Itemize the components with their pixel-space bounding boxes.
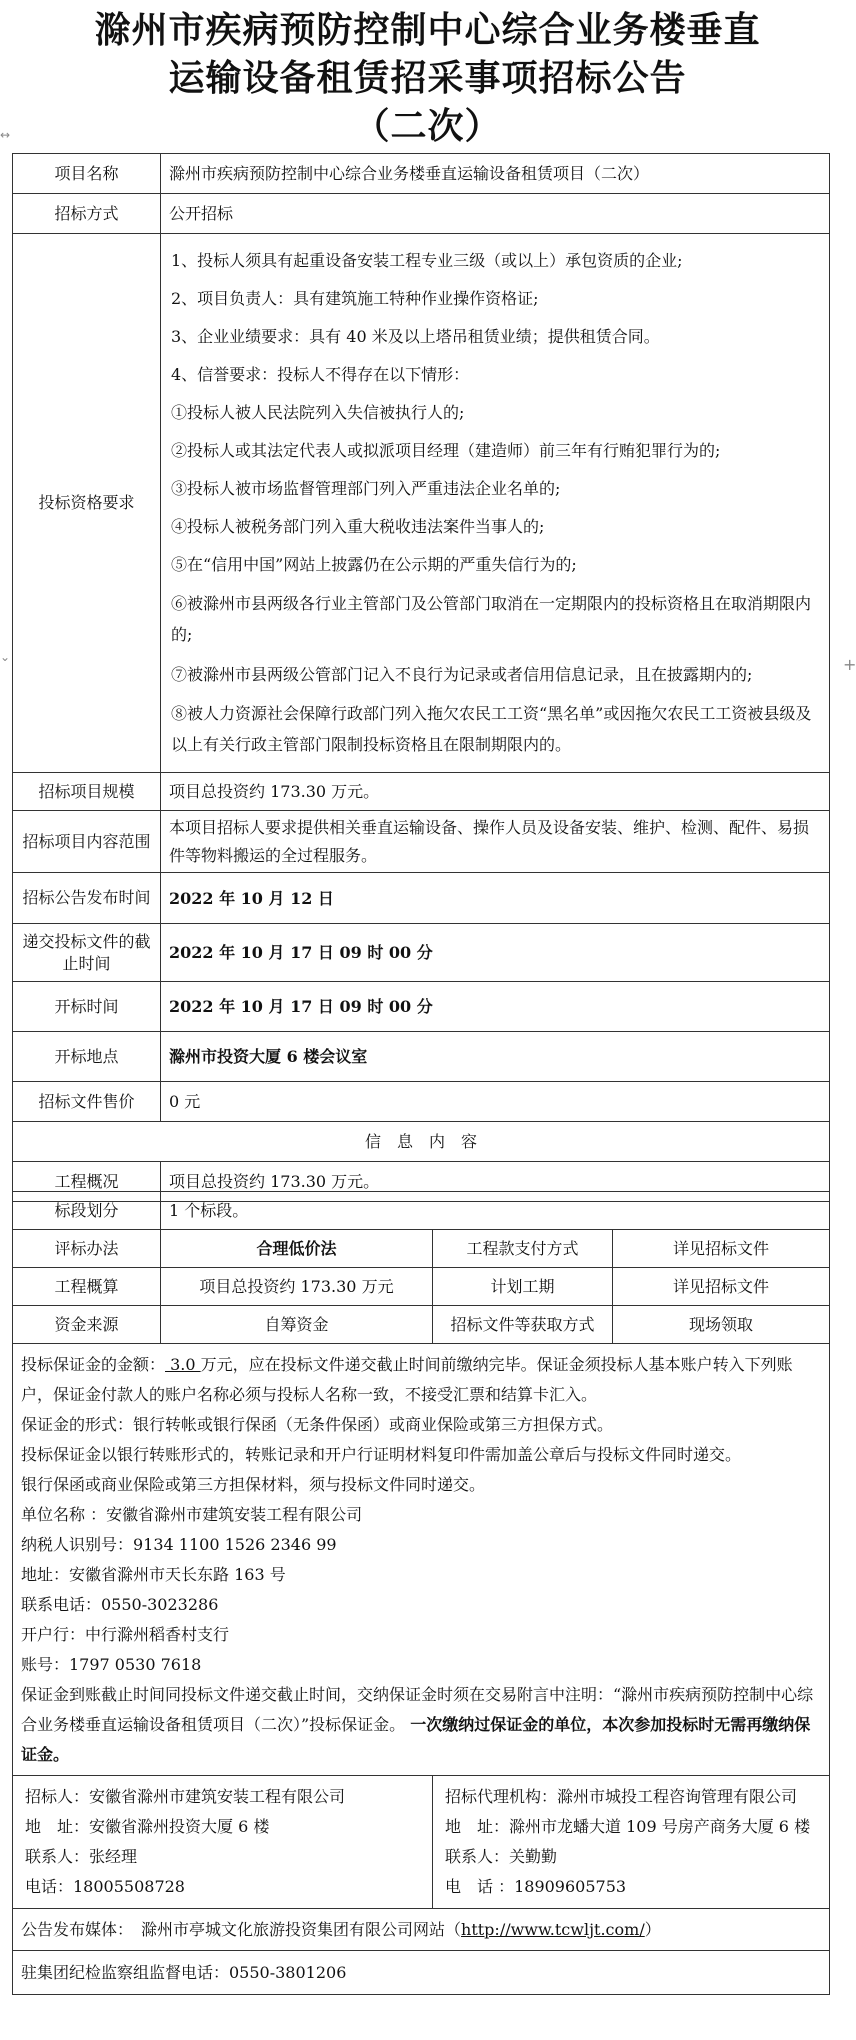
sections-value: 1 个标段。 (161, 1192, 830, 1230)
doc-price-label: 招标文件售价 (13, 1082, 161, 1122)
budget-value: 项目总投资约 173.30 万元 (161, 1268, 433, 1306)
table-row (13, 1032, 830, 1082)
table-row (13, 811, 830, 873)
payment-value: 详见招标文件 (613, 1230, 830, 1268)
table-row (13, 1951, 830, 1995)
tenderer-address: 地 址：安徽省滁州投资大厦 6 楼 (25, 1817, 270, 1836)
table-row (13, 1776, 830, 1909)
open-place-label: 开标地点 (13, 1032, 161, 1082)
list-item: ⑧被人力资源社会保障行政部门列入拖欠农民工工资“黑名单”或因拖欠农民工工资被县级及以上有关行政主管部门限制投标资格且在限制期限内的。 (171, 704, 812, 754)
list-item: ⑤在“信用中国”网站上披露仍在公示期的严重失信行为的; (171, 555, 577, 574)
deadline-value: 2022 年 10 月 17 日 09 时 00 分 (161, 924, 830, 982)
payment-label: 工程款支付方式 (433, 1230, 613, 1268)
fund-value: 自筹资金 (161, 1306, 433, 1344)
bond-line: 联系电话：0550-3023286 (21, 1595, 219, 1614)
title-line-1: 滁州市疾病预防控制中心综合业务楼垂直 (94, 9, 761, 51)
list-item: ⑦被滁州市县两级公管部门记入不良行为记录或者信用信息记录，且在披露期内的; (171, 665, 753, 684)
list-item: ①投标人被人民法院列入失信被执行人的; (171, 403, 465, 422)
bond-line: 银行保函或商业保险或第三方担保材料，须与投标文件同时递交。 (21, 1475, 486, 1494)
agent-contact: 联系人：关勤勤 (445, 1847, 558, 1866)
tenderer-info (13, 1776, 433, 1909)
table-row (13, 982, 830, 1032)
fund-label: 资金来源 (13, 1306, 161, 1344)
table-row (13, 1344, 830, 1776)
publish-date-value: 2022 年 10 月 12 日 (161, 873, 830, 924)
list-item: 1、投标人须具有起重设备安装工程专业三级（或以上）承包资质的企业; (171, 251, 683, 270)
table-row (13, 1909, 830, 1951)
announcement-table-main (12, 153, 830, 1202)
table-row (13, 194, 830, 234)
bond-note (21, 1680, 821, 1770)
scope-label: 招标项目内容范围 (13, 811, 161, 873)
publish-date-label: 招标公告发布时间 (13, 873, 161, 924)
eval-label: 评标办法 (13, 1230, 161, 1268)
open-place-value: 滁州市投资大厦 6 楼会议室 (161, 1032, 830, 1082)
sections-label: 标段划分 (13, 1192, 161, 1230)
bond-amount (21, 1350, 821, 1410)
project-name-label: 项目名称 (13, 154, 161, 194)
period-value: 详见招标文件 (613, 1268, 830, 1306)
supervision-phone: 驻集团纪检监察组监督电话：0550-3801206 (13, 1951, 830, 1995)
table-row (13, 234, 830, 773)
table-row (13, 1082, 830, 1122)
qualification-label: 投标资格要求 (13, 234, 161, 773)
table-row (13, 1192, 830, 1230)
list-item: 3、企业业绩要求：具有 40 米及以上塔吊租赁业绩；提供租赁合同。 (171, 327, 660, 346)
bond-line: 地址：安徽省滁州市天长东路 163 号 (21, 1565, 286, 1584)
table-row (13, 924, 830, 982)
agent-phone: 电 话 ：18909605753 (445, 1877, 627, 1896)
bond-line: 保证金的形式：银行转帐或银行保函（无条件保函）或商业保险或第三方担保方式。 (21, 1415, 614, 1434)
tenderer-name: 招标人：安徽省滁州市建筑安装工程有限公司 (25, 1787, 346, 1806)
bond-amount-value: 3.0 (165, 1355, 201, 1374)
margin-marker-icon: ⌄ (0, 650, 11, 664)
bond-line: 账号：1797 0530 7618 (21, 1655, 202, 1674)
table-row (13, 1306, 830, 1344)
scope-value: 本项目招标人要求提供相关垂直运输设备、操作人员及设备安装、维护、检测、配件、易损件等物料搬运的全过程服务。 (161, 811, 830, 873)
bond-section (13, 1344, 830, 1776)
media-prefix: 公告发布媒体： 滁州市亭城文化旅游投资集团有限公司网站（ (21, 1920, 462, 1939)
bond-note-text: 保证金到账截止时间同投标文件递交截止时间，交纳保证金时须在交易附言中注明：“滁州市疾病预防控制中心综合业务楼垂直运输设备租赁项目（二次）”投标保证金。 (21, 1685, 814, 1734)
list-item: 2、项目负责人：具有建筑施工特种作业操作资格证; (171, 289, 539, 308)
doc-access-label: 招标文件等获取方式 (433, 1306, 613, 1344)
budget-label: 工程概算 (13, 1268, 161, 1306)
tenderer-contact: 联系人：张经理 (25, 1847, 138, 1866)
agent-address: 地 址：滁州市龙蟠大道 109 号房产商务大厦 6 楼 (445, 1817, 811, 1836)
list-item: ④投标人被税务部门列入重大税收违法案件当事人的; (171, 517, 545, 536)
table-row (13, 873, 830, 924)
list-item: ⑥被滁州市县两级各行业主管部门及公管部门取消在一定期限内的投标资格且在取消期限内的; (171, 594, 812, 644)
method-label: 招标方式 (13, 194, 161, 234)
title-line-2: 运输设备租赁招采事项招标公告 (168, 57, 687, 99)
open-time-label: 开标时间 (13, 982, 161, 1032)
table-move-handle-icon[interactable]: ↔ (0, 128, 11, 142)
table-row (13, 1268, 830, 1306)
tenderer-phone: 电话：18005508728 (25, 1877, 185, 1896)
overview-label: 工程概况 (13, 1162, 161, 1202)
table-row (13, 1122, 830, 1162)
bond-line: 投标保证金以银行转账形式的，转账记录和开户行证明材料复印件需加盖公章后与投标文件同时递交。 (21, 1445, 742, 1464)
qualification-list (161, 234, 830, 773)
media-suffix: ） (644, 1920, 661, 1939)
list-item: ②投标人或其法定代表人或拟派项目经理（建造师）前三年有行贿犯罪行为的; (171, 441, 721, 460)
bond-note-bold: 一次缴纳过保证金的单位，本次参加投标时无需再缴纳保证金。 (21, 1715, 811, 1764)
scale-label: 招标项目规模 (13, 773, 161, 811)
table-row (13, 1230, 830, 1268)
project-name-value: 滁州市疾病预防控制中心综合业务楼垂直运输设备租赁项目（二次） (161, 154, 830, 194)
bond-line: 纳税人识别号：9134 1100 1526 2346 99 (21, 1535, 337, 1554)
agent-name: 招标代理机构：滁州市城投工程咨询管理有限公司 (445, 1787, 798, 1806)
overview-value: 项目总投资约 173.30 万元。 (161, 1162, 830, 1202)
deadline-label: 递交投标文件的截止时间 (13, 924, 161, 982)
bond-line: 单位名称 ：安徽省滁州市建筑安装工程有限公司 (21, 1505, 363, 1524)
list-item: 4、信誉要求：投标人不得存在以下情形： (171, 365, 470, 384)
bond-line: 开户行：中行滁州稻香村支行 (21, 1625, 230, 1644)
media-link[interactable]: http://www.tcwljt.com/ (461, 1920, 645, 1939)
doc-access-value: 现场领取 (613, 1306, 830, 1344)
announcement-table-details (12, 1191, 830, 1995)
table-row (13, 773, 830, 811)
doc-price-value: 0 元 (161, 1082, 830, 1122)
title-line-3: （二次） (353, 105, 502, 147)
add-column-icon[interactable]: + (843, 655, 856, 674)
agent-info (433, 1776, 830, 1909)
table-row (13, 154, 830, 194)
method-value: 公开招标 (161, 194, 830, 234)
open-time-value: 2022 年 10 月 17 日 09 时 00 分 (161, 982, 830, 1032)
eval-value: 合理低价法 (161, 1230, 433, 1268)
scale-value: 项目总投资约 173.30 万元。 (161, 773, 830, 811)
bond-amount-prefix: 投标保证金的金额： (21, 1355, 166, 1374)
info-header: 信 息 内 容 (13, 1122, 830, 1162)
period-label: 计划工期 (433, 1268, 613, 1306)
list-item: ③投标人被市场监督管理部门列入严重违法企业名单的; (171, 479, 561, 498)
bond-amount-suffix: 万元，应在投标文件递交截止时间前缴纳完毕。保证金须投标人基本账户转入下列账户，保证金付款人的账户名称必须与投标人名称一致，不接受汇票和结算卡汇入。 (21, 1355, 793, 1404)
media-row (13, 1909, 830, 1951)
